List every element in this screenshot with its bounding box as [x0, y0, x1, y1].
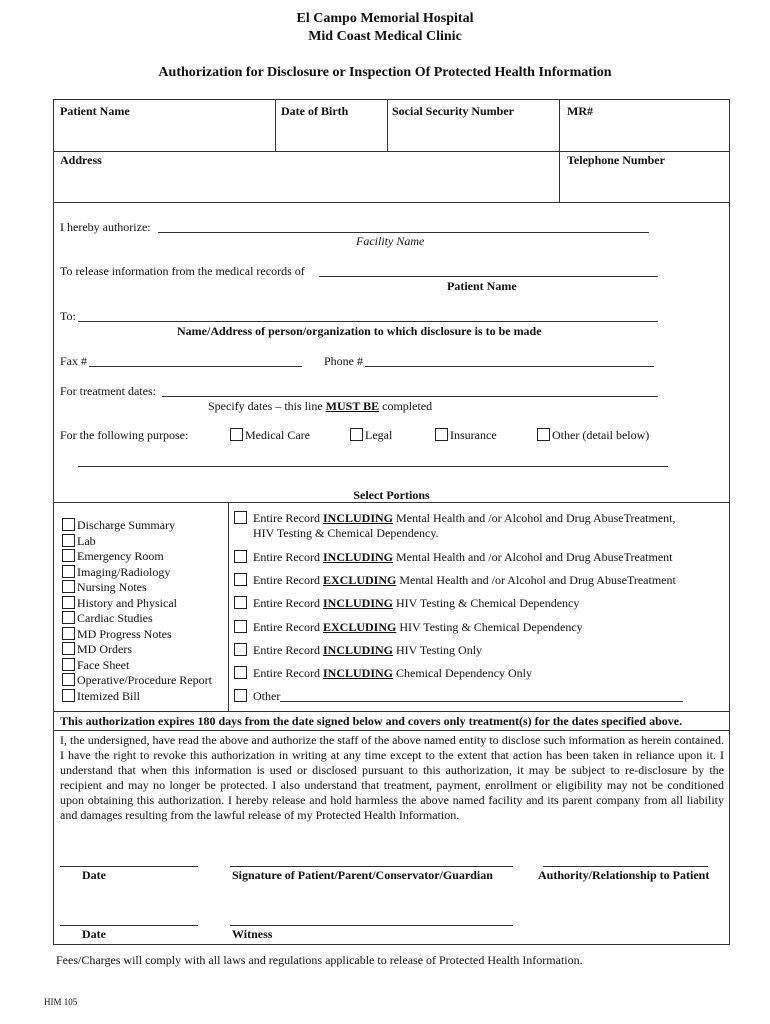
purpose-other[interactable]: Other (detail below) [537, 428, 649, 443]
checkbox[interactable] [62, 673, 75, 686]
record-option-other[interactable]: Other [234, 689, 683, 704]
checkbox[interactable] [230, 428, 243, 441]
signature-label: Signature of Patient/Parent/Conservator/Guardian [232, 868, 493, 882]
checkbox[interactable] [234, 689, 247, 702]
facility-name-line[interactable] [158, 218, 649, 233]
portion-nursing-notes[interactable]: Nursing Notes [62, 580, 147, 596]
to-label: To: [60, 309, 76, 323]
purpose-legal[interactable]: Legal [350, 428, 392, 443]
record-option-7[interactable]: Entire Record INCLUDING Chemical Dependency Only [234, 666, 532, 681]
fees-notice: Fees/Charges will comply with all laws and regulations applicable to release of Protected Health Information. [56, 953, 583, 967]
checkbox[interactable] [234, 511, 247, 524]
telephone-field[interactable]: Telephone Number [567, 153, 665, 167]
record-option-2[interactable]: Entire Record INCLUDING Mental Health and /or Alcohol and Drug AbuseTreatment [234, 550, 673, 565]
checkbox[interactable] [234, 596, 247, 609]
date-label-2: Date [82, 927, 106, 941]
portion-operative-report[interactable]: Operative/Procedure Report [62, 673, 212, 689]
witness-label: Witness [232, 927, 273, 941]
record-option-1[interactable]: Entire Record INCLUDING Mental Health and /or Alcohol and Drug AbuseTreatment, HIV Testing & Chemical Dependency. [234, 511, 676, 541]
checkbox[interactable] [62, 549, 75, 562]
checkbox[interactable] [234, 550, 247, 563]
fax-label: Fax # [60, 354, 87, 368]
checkbox[interactable] [537, 428, 550, 441]
to-caption: Name/Address of person/organization to which disclosure is to be made [177, 324, 542, 338]
purpose-insurance[interactable]: Insurance [435, 428, 497, 443]
checkbox[interactable] [62, 580, 75, 593]
portion-itemized-bill[interactable]: Itemized Bill [62, 689, 140, 705]
date-line-1[interactable] [60, 866, 198, 867]
checkbox[interactable] [234, 643, 247, 656]
checkbox[interactable] [62, 627, 75, 640]
ssn-field[interactable]: Social Security Number [392, 104, 514, 118]
portion-discharge-summary[interactable]: Discharge Summary [62, 518, 175, 534]
checkbox[interactable] [62, 611, 75, 624]
phone-line[interactable] [365, 352, 654, 367]
dob-field[interactable]: Date of Birth [281, 104, 349, 118]
portion-cardiac-studies[interactable]: Cardiac Studies [62, 611, 153, 627]
authority-line[interactable] [543, 866, 708, 867]
checkbox[interactable] [62, 565, 75, 578]
checkbox[interactable] [62, 658, 75, 671]
record-option-4[interactable]: Entire Record INCLUDING HIV Testing & Chemical Dependency [234, 596, 579, 611]
clinic-name: Mid Coast Medical Clinic [308, 29, 462, 44]
other-detail-line[interactable] [280, 689, 683, 702]
fax-line[interactable] [89, 352, 302, 367]
mr-field[interactable]: MR# [567, 104, 593, 118]
to-line[interactable] [78, 307, 658, 322]
portion-lab[interactable]: Lab [62, 534, 96, 550]
checkbox[interactable] [62, 642, 75, 655]
authorization-form [53, 99, 730, 945]
treatment-label: For treatment dates: [60, 384, 156, 398]
checkbox[interactable] [234, 666, 247, 679]
portion-imaging-radiology[interactable]: Imaging/Radiology [62, 565, 170, 581]
purpose-label: For the following purpose: [60, 428, 189, 442]
checkbox[interactable] [62, 596, 75, 609]
form-code: HIM 105 [44, 997, 78, 1007]
expiration-notice: This authorization expires 180 days from the date signed below and covers only treatment(s) for the dates specified above. [60, 714, 683, 728]
authority-label: Authority/Relationship to Patient [538, 868, 710, 882]
portion-history-physical[interactable]: History and Physical [62, 596, 177, 612]
phone-label: Phone # [324, 354, 363, 368]
checkbox[interactable] [234, 620, 247, 633]
authorize-label: I hereby authorize: [60, 220, 151, 234]
portion-face-sheet[interactable]: Face Sheet [62, 658, 129, 674]
patient-name-field[interactable]: Patient Name [60, 104, 130, 118]
record-option-6[interactable]: Entire Record INCLUDING HIV Testing Only [234, 643, 482, 658]
facility-caption: Facility Name [356, 234, 425, 248]
portion-md-progress-notes[interactable]: MD Progress Notes [62, 627, 172, 643]
treatment-dates-line[interactable] [162, 382, 658, 397]
date-label-1: Date [82, 868, 106, 882]
record-option-5[interactable]: Entire Record EXCLUDING HIV Testing & Chemical Dependency [234, 620, 583, 635]
checkbox[interactable] [435, 428, 448, 441]
select-portions-title: Select Portions [353, 488, 430, 502]
signature-line[interactable] [230, 866, 513, 867]
record-option-3[interactable]: Entire Record EXCLUDING Mental Health and /or Alcohol and Drug AbuseTreatment [234, 573, 676, 588]
form-title: Authorization for Disclosure or Inspection Of Protected Health Information [158, 65, 612, 80]
patient-caption: Patient Name [447, 279, 517, 293]
hospital-name: El Campo Memorial Hospital [296, 11, 474, 26]
release-label: To release information from the medical records of [60, 264, 305, 278]
date-line-2[interactable] [60, 925, 198, 926]
specify-caption: Specify dates – this line MUST BE completed [208, 399, 433, 413]
checkbox[interactable] [62, 518, 75, 531]
checkbox[interactable] [62, 534, 75, 547]
checkbox[interactable] [62, 689, 75, 702]
checkbox[interactable] [234, 573, 247, 586]
consent-paragraph: I, the undersigned, have read the above and authorize the staff of the above named entity to disclose such information as herein contained. I have the right to revoke this authorization in writing at any time except to the extent that action has been taken in reliance upon it. I understand that when this information is used or disclosed pursuant to this authorization, it may be subject to re-disclosure by the recipient and may no longer be protected. I also understand that treatment, payment, enrollment or eligibility may not be conditioned upon obtaining this authorization. I hereby release and hold harmless the above named facility and its parent company from all liability and damages resulting from the lawful release of my Protected Health Information. [60, 733, 724, 822]
portion-emergency-room[interactable]: Emergency Room [62, 549, 164, 565]
release-patient-line[interactable] [319, 262, 658, 277]
purpose-detail-line[interactable] [78, 466, 668, 467]
portion-md-orders[interactable]: MD Orders [62, 642, 132, 658]
witness-line[interactable] [230, 925, 513, 926]
checkbox[interactable] [350, 428, 363, 441]
address-field[interactable]: Address [60, 153, 102, 167]
purpose-medical-care[interactable]: Medical Care [230, 428, 310, 443]
